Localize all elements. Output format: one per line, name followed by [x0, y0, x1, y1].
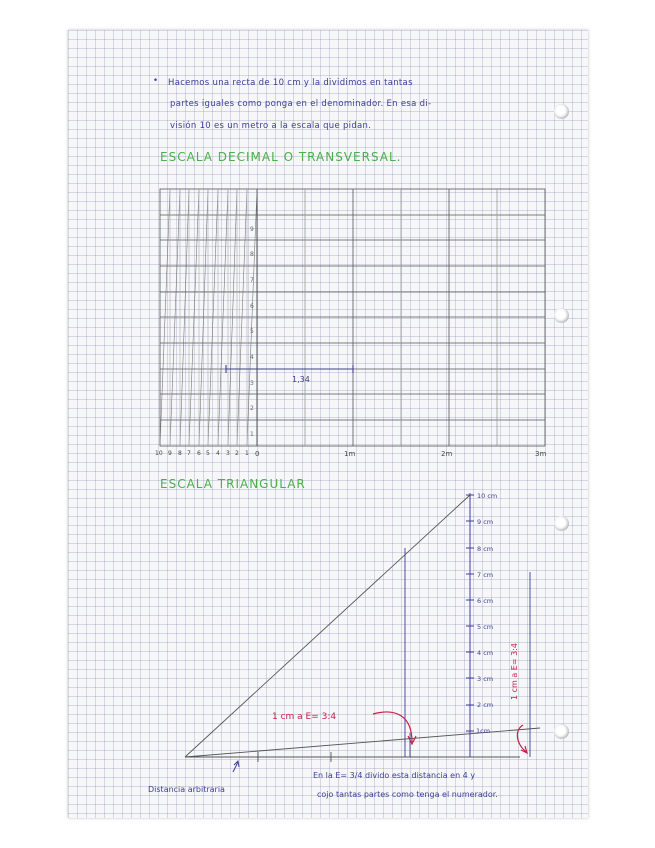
axis-label-1m: 1m	[344, 450, 356, 458]
triangular-title: ESCALA TRIANGULAR	[160, 477, 306, 491]
cm-label: 6 cm	[477, 597, 494, 605]
red-label: 1 cm a E= 3:4	[272, 712, 337, 722]
cm-label: 4 cm	[477, 649, 494, 657]
red-arrow	[373, 712, 412, 742]
axis-label-0: 0	[255, 450, 260, 458]
row-number: 4	[250, 354, 254, 361]
intro-line-1: Hacemos una recta de 10 cm y la dividimos en tantas	[168, 78, 413, 88]
scale-digit: 6	[197, 450, 201, 457]
row-number: 5	[250, 328, 254, 335]
row-number: 9	[250, 226, 254, 233]
intro-bullet: •	[153, 76, 159, 86]
measure-label: 1,34	[292, 375, 310, 384]
note-line-2: cojo tantas partes como tenga el numerador.	[317, 790, 498, 799]
cm-label: 3 cm	[477, 675, 494, 683]
scale-digit: 3	[226, 450, 230, 457]
scale-digit: 2	[235, 450, 239, 457]
intro-line-3: visión 10 es un metro a la escala que pidan.	[170, 121, 372, 131]
red-vertical-label: 1 cm a E= 3:4	[510, 643, 519, 700]
note-line-1: En la E= 3/4 divido esta distancia en 4 y	[313, 771, 476, 780]
transversal-title: ESCALA DECIMAL O TRANSVERSAL.	[160, 150, 402, 164]
cm-label: 9 cm	[477, 518, 494, 526]
scale-digit: 10	[155, 450, 163, 457]
cm-label: 10 cm	[477, 492, 498, 500]
cm-label: 1cm	[476, 727, 491, 735]
scale-digit: 1	[245, 450, 249, 457]
cm-label: 7 cm	[477, 571, 494, 579]
row-number: 7	[250, 277, 254, 284]
cm-label: 8 cm	[477, 545, 494, 553]
arbitrary-distance-label: Distancia arbitraria	[148, 785, 225, 794]
row-number: 3	[250, 380, 254, 387]
cm-label: 2 cm	[477, 701, 494, 709]
axis-label-3m: 3m	[535, 450, 547, 458]
intro-line-2: partes iguales como ponga en el denominador. En esa di-	[170, 99, 432, 109]
cm-label: 5 cm	[477, 623, 494, 631]
scale-digit: 8	[178, 450, 182, 457]
axis-label-2m: 2m	[441, 450, 453, 458]
row-number: 2	[250, 405, 254, 412]
scale-digit: 9	[168, 450, 172, 457]
scale-digit: 4	[216, 450, 220, 457]
row-number: 8	[250, 251, 254, 258]
row-number: 1	[250, 431, 254, 438]
scale-digit: 7	[187, 450, 191, 457]
row-number: 6	[250, 303, 254, 310]
scale-digit: 5	[206, 450, 210, 457]
